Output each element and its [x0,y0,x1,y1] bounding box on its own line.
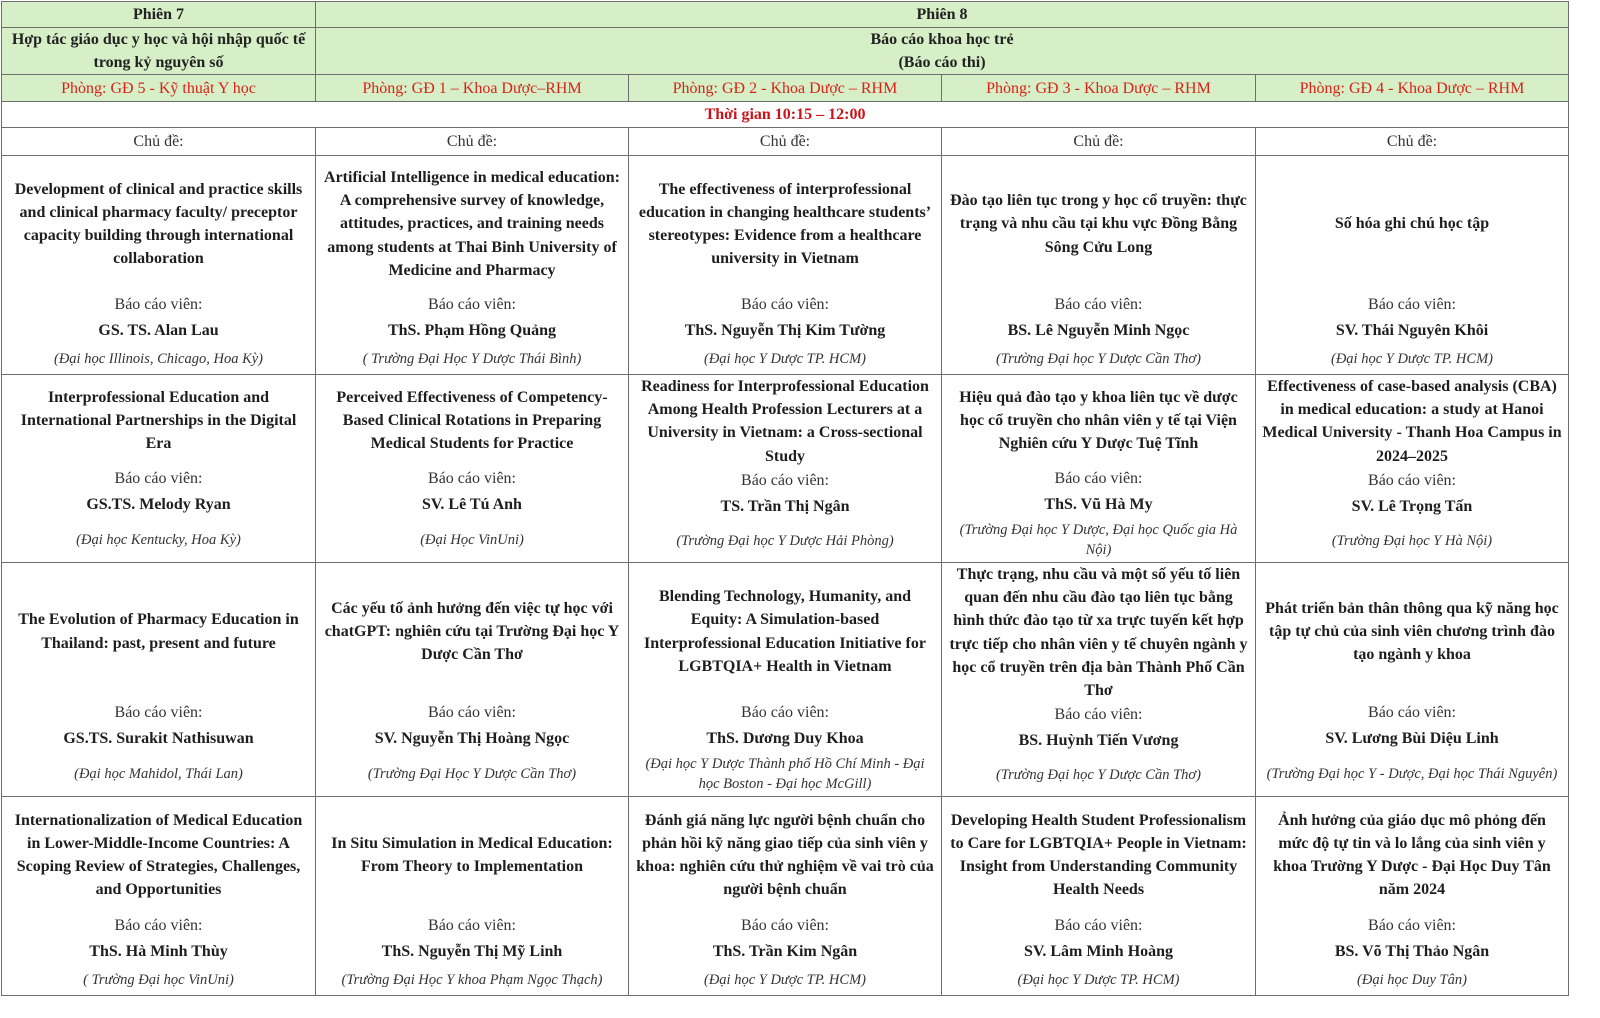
session-7-header: Phiên 7 [2,2,316,28]
speaker-label: Báo cáo viên: [1054,917,1143,934]
speaker-affiliation: (Trường Đại học Y Dược Hải Phòng) [676,532,894,549]
speaker-name: BS. Lê Nguyễn Minh Ngọc [1007,322,1190,339]
speaker-affiliation: (Trường Đại học Y Dược, Đại học Quốc gia Hà Nội) [959,522,1238,558]
speaker-label: Báo cáo viên: [1368,704,1456,721]
speaker-name: ThS. Nguyễn Thị Kim Tường [684,322,886,339]
room-label: Phòng: GĐ 4 - Khoa Dược – RHM [1256,75,1569,102]
speaker-name: SV. Lê Tú Anh [422,496,522,513]
room-label: Phòng: GĐ 2 - Khoa Dược – RHM [629,75,942,102]
talk-cell [1256,156,1569,375]
talk-title: Ảnh hưởng của giáo dục mô phỏng đến mức độ tự tin và lo lắng của sinh viên y khoa Trường Y Dược - Đại Học Duy Tân năm 2024 [1273,811,1551,899]
speaker-label: Báo cáo viên: [1054,296,1143,313]
speaker-label: Báo cáo viên: [1054,706,1143,724]
time-slot: Thời gian 10:15 – 12:00 [2,102,1569,128]
room-label: Phòng: GĐ 1 – Khoa Dược–RHM [316,75,629,102]
talk-cell [1256,563,1569,797]
speaker-label: Báo cáo viên: [428,704,516,721]
talk-cell [629,797,942,996]
speaker-name: SV. Lê Trọng Tấn [1351,497,1473,515]
speaker-label: Báo cáo viên: [1368,471,1456,489]
speaker-label: Báo cáo viên: [428,296,516,313]
speaker-affiliation: (Đại học Y Dược TP. HCM) [1331,351,1493,367]
session-8-title [316,28,1569,75]
talk-cell [2,797,316,996]
speaker-affiliation: ( Trường Đại học VinUni) [83,972,234,988]
session-8-subtitle: (Báo cáo thi) [898,54,986,71]
talk-cell [629,563,942,797]
speaker-label: Báo cáo viên: [741,296,829,313]
talk-cell [629,156,942,375]
session-7-title: Hợp tác giáo dục y học và hội nhập quốc tế trong kỷ nguyên số [2,28,316,75]
speaker-affiliation: (Trường Đại học Y Dược Cần Thơ) [996,351,1201,367]
talk-title: The Evolution of Pharmacy Education in Thailand: past, present and future [18,611,299,652]
talk-cell [2,375,316,563]
speaker-name: ThS. Hà Minh Thùy [89,943,228,960]
speaker-label: Báo cáo viên: [1368,296,1456,313]
talk-cell [316,156,629,375]
talk-title: Developing Health Student Professionalism to Care for LGBTQIA+ People in Vietnam: Insight from Understanding Community Health Needs [950,811,1247,899]
speaker-name: GS.TS. Surakit Nathisuwan [63,730,254,747]
speaker-name: SV. Lương Bùi Diệu Linh [1325,730,1499,747]
speaker-name: ThS. Trần Kim Ngân [712,943,858,960]
talk-title: Effectiveness of case-based analysis (CBA) in medical education: a study at Hanoi Medical University - Thanh Hoa Campus in 2024–2025 [1262,378,1562,465]
speaker-name: ThS. Nguyễn Thị Mỹ Linh [381,943,563,960]
talk-title: In Situ Simulation in Medical Education: From Theory to Implementation [331,834,613,875]
speaker-name: ThS. Phạm Hồng Quảng [387,322,557,339]
speaker-affiliation: (Đại học Y Dược TP. HCM) [704,972,866,988]
talk-title: Hiệu quả đào tạo y khoa liên tục về dược học cổ truyền cho nhân viên y tế tại Viện Nghiên cứu Y Dược Tuệ Tĩnh [959,388,1238,453]
talk-cell [316,375,629,563]
room-label: Phòng: GĐ 5 - Kỹ thuật Y học [2,75,316,102]
speaker-label: Báo cáo viên: [114,917,203,934]
talk-row [2,375,1569,563]
speaker-name: GS. TS. Alan Lau [98,322,219,339]
speaker-affiliation: (Đại học Illinois, Chicago, Hoa Kỳ) [53,351,264,367]
talk-title: Internationalization of Medical Education in Lower-Middle-Income Countries: A Scoping Review of Strategies, Challenges, and Opportunities [14,811,303,899]
speaker-name: GS.TS. Melody Ryan [86,496,231,513]
talk-title: Development of clinical and practice skills and clinical pharmacy faculty/ preceptor capacity building through international collaboration [14,180,303,268]
schedule-table [1,1,1569,996]
talk-row [2,797,1569,996]
speaker-label: Báo cáo viên: [114,470,203,487]
talk-title: Interprofessional Education and International Partnerships in the Digital Era [20,388,297,453]
talk-cell [942,375,1256,563]
speaker-name: ThS. Vũ Hà My [1044,496,1153,513]
talk-title: Readiness for Interprofessional Education Among Health Profession Lecturers at a University in Vietnam: a Cross-sectional Study [641,378,929,465]
speaker-affiliation: (Đại học Y Dược TP. HCM) [704,351,866,367]
talk-row [2,563,1569,797]
topic-label: Chủ đề: [1256,128,1569,156]
talk-row [2,156,1569,375]
talk-title: Đào tạo liên tục trong y học cổ truyền: thực trạng và nhu cầu tại khu vực Đồng Bằng Sông Cửu Long [950,192,1247,256]
talk-cell [942,563,1256,797]
speaker-affiliation: (Trường Đại học Y Hà Nội) [1331,532,1493,549]
talk-title: Blending Technology, Humanity, and Equity: A Simulation-based Interprofessional Education Initiative for LGBTQIA+ Health in Vietnam [644,588,926,675]
speaker-affiliation: (Đại học Duy Tân) [1357,972,1467,988]
speaker-label: Báo cáo viên: [1054,470,1143,487]
talk-title: Đánh giá năng lực người bệnh chuẩn cho phản hồi kỹ năng giao tiếp của sinh viên y khoa: nghiên cứu thử nghiệm về vai trò của người bệnh chuẩn [636,811,934,899]
speaker-affiliation: (Trường Đại học Y Dược Cần Thơ) [996,767,1201,784]
talk-title: Artificial Intelligence in medical education: A comprehensive survey of knowledge, attitudes, practices, and training needs among students at Thai Binh University of Medicine and Pharmacy [324,168,620,279]
speaker-name: ThS. Dương Duy Khoa [706,730,864,747]
speaker-label: Báo cáo viên: [741,704,829,721]
talk-cell [2,156,316,375]
speaker-name: BS. Võ Thị Thảo Ngân [1334,943,1490,960]
speaker-affiliation: (Đại học Mahidol, Thái Lan) [74,766,243,782]
session-8-title-text: Báo cáo khoa học trẻ [870,31,1014,48]
talk-title: Perceived Effectiveness of Competency-Based Clinical Rotations in Preparing Medical Students for Practice [336,388,608,453]
speaker-name: BS. Huỳnh Tiến Vương [1018,732,1179,750]
room-label: Phòng: GĐ 3 - Khoa Dược – RHM [942,75,1256,102]
topic-label: Chủ đề: [2,128,316,156]
talk-cell [942,797,1256,996]
talk-cell [629,375,942,563]
speaker-name: SV. Nguyễn Thị Hoàng Ngọc [374,730,570,747]
speaker-name: TS. Trần Thị Ngân [720,497,850,515]
topic-label: Chủ đề: [629,128,942,156]
talk-title: Phát triển bản thân thông qua kỹ năng học tập tự chủ của sinh viên chương trình đào tạo ngành y khoa [1265,599,1559,664]
talk-cell [1256,797,1569,996]
talk-title: Thực trạng, nhu cầu và một số yếu tố liên quan đến nhu cầu đào tạo liên tục bằng hình thức đào tạo từ xa trực tuyến kết hợp trực tiếp cho nhân viên y tế chuyên ngành y học cổ truyền trên địa bàn Thành Phố Cần Thơ [949,566,1248,700]
speaker-affiliation: (Trường Đại Học Y khoa Phạm Ngọc Thạch) [341,972,603,988]
talk-cell [942,156,1256,375]
speaker-label: Báo cáo viên: [428,917,516,934]
speaker-label: Báo cáo viên: [114,296,203,313]
talk-cell [1256,375,1569,563]
talk-title: Các yếu tố ảnh hưởng đến việc tự học với chatGPT: nghiên cứu tại Trường Đại học Y Dược Cần Thơ [324,599,620,664]
speaker-label: Báo cáo viên: [741,917,829,934]
talk-cell [2,563,316,797]
talk-cell [316,563,629,797]
talk-title: The effectiveness of interprofessional education in changing healthcare students’ stereotypes: Evidence from a healthcare university in Vietnam [638,180,932,268]
speaker-affiliation: (Đại học Kentucky, Hoa Kỳ) [76,532,241,548]
topic-label: Chủ đề: [942,128,1256,156]
talk-cell [316,797,629,996]
speaker-label: Báo cáo viên: [741,471,829,489]
speaker-affiliation: (Trường Đại Học Y Dược Cần Thơ) [367,766,577,782]
speaker-affiliation: (Đại Học VinUni) [420,532,524,548]
speaker-affiliation: (Đại học Y Dược Thành phố Hồ Chí Minh - Đại học Boston - Đại học McGill) [645,756,925,792]
topic-label: Chủ đề: [316,128,629,156]
speaker-label: Báo cáo viên: [428,470,516,487]
speaker-name: SV. Lâm Minh Hoàng [1023,943,1174,960]
speaker-affiliation: (Đại học Y Dược TP. HCM) [1017,972,1180,988]
talk-title: Số hóa ghi chú học tập [1334,215,1490,233]
speaker-label: Báo cáo viên: [1368,917,1456,934]
speaker-affiliation: ( Trường Đại Học Y Dược Thái Bình) [362,351,582,367]
speaker-name: SV. Thái Nguyên Khôi [1335,322,1489,339]
speaker-label: Báo cáo viên: [114,704,203,721]
session-8-header: Phiên 8 [316,2,1569,28]
speaker-affiliation: (Trường Đại học Y - Dược, Đại học Thái Nguyên) [1266,766,1558,782]
